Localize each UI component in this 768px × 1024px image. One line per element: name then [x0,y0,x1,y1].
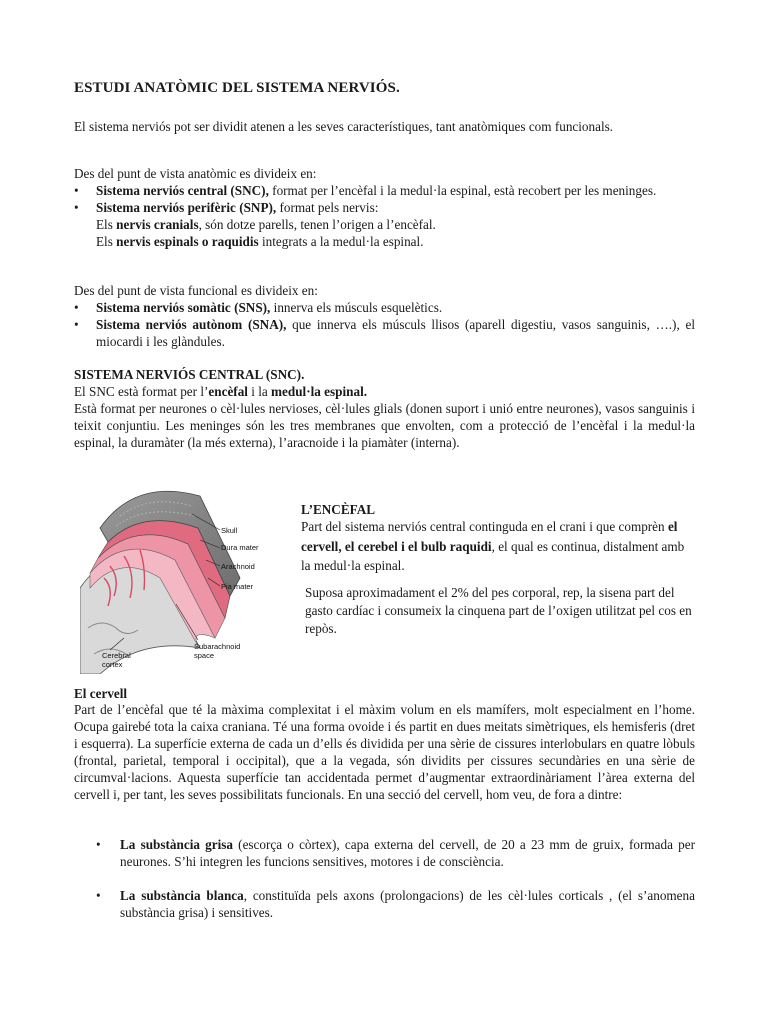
snc-body: Està format per neurones o cèl·lules nervioses, cèl·lules glials (donen suport i unió entre neurones), vasos sanguinis i teixit conjuntiu. Les meninges són les tres membranes que envolten, com a protecció de l’encèfal i la medul·la espinal, la duramàter (la més externa), l’aracnoide i la piamàter (interna). [74,401,695,450]
item-term: Sistema nerviós perifèric (SNP), [96,200,277,215]
encefal-paragraph-1 [301,517,686,576]
item-term: La substància blanca [120,888,244,903]
functional-lead: Des del punt de vista funcional es divideix en: [74,283,318,298]
page-title: ESTUDI ANATÒMIC DEL SISTEMA NERVIÓS. [74,80,400,96]
list-item [74,299,695,316]
cervell-heading: El cervell [74,686,128,701]
line-prefix: Els [96,234,117,249]
line-term: nervis cranials [116,217,199,232]
label-subarachnoid-1: Subarachnoid [194,642,241,651]
snp-line-cranial [74,216,695,233]
label-arachnoid: Arachnoid [221,562,255,571]
bullet-icon: • [74,183,79,198]
encefal-p1-tail: , el qual es continua, distalment amb la medul·la espinal. [301,538,685,573]
snc-line1-text: El SNC està format per l’ [74,384,209,399]
item-text: (escorça o còrtex), capa externa del cervell, de 20 a 23 mm de gruix, formada per neurones. S’hi integren les funcions sensitives, motores i de consciència. [120,837,696,869]
encefal-p1-text: Part del sistema nerviós central continguda en el crani i que comprèn [301,519,668,534]
line-text: , són dotze parells, tenen l’origen a l’encèfal. [198,217,436,232]
snp-line-spinal [74,233,695,250]
label-subarachnoid-2: space [194,651,215,660]
snc-term-medulla: medul·la espinal. [271,384,368,399]
list-item [96,887,695,921]
label-cerebral-1: Cerebral [102,651,131,660]
line-text: integrats a la medul·la espinal. [258,234,424,249]
meninges-figure [80,478,280,674]
encefal-paragraph-2: Suposa aproximadament el 2% del pes corporal, rep, la sisena part del gasto cardíac i consumeix la cinquena part de l’oxigen utilitzat pel cos en repòs. [305,585,692,636]
bullet-icon: • [74,200,79,215]
item-term: Sistema nerviós somàtic (SNS), [96,300,271,315]
snc-line1-mid: i la [247,384,272,399]
snc-heading: SISTEMA NERVIÓS CENTRAL (SNC). [74,367,305,382]
item-text: que innerva els músculs llisos (aparell digestiu, vasos sanguinis, ….), el miocardi i les glàndules. [96,317,695,349]
list-item [74,199,695,216]
line-term: nervis espinals o raquidis [116,234,259,249]
bullet-icon: • [96,837,101,852]
line-prefix: Els [96,217,117,232]
snc-line1 [74,383,695,400]
label-skull: Skull [221,526,238,535]
item-text: , constituïda pels axons (prolongacions) de les cèl·lules corticals , (el s’anomena substància grisa) i sensitives. [120,888,695,920]
item-term: Sistema nerviós central (SNC), [96,183,269,198]
item-text: innerva els músculs esquelètics. [270,300,443,315]
encefal-heading: L’ENCÈFAL [301,502,376,517]
bullet-icon: • [74,317,79,332]
list-item [96,836,695,870]
meninges-diagram [80,478,280,674]
list-item [74,182,695,199]
cervell-list [96,836,695,921]
functional-list [74,299,695,350]
item-term: La substància grisa [120,837,233,852]
anatomic-list [74,182,695,250]
list-item [74,316,695,350]
label-dura-mater: Dura mater [221,543,259,552]
snc-term-encefal: encèfal [208,384,248,399]
item-text: format per l’encèfal i la medul·la espinal, està recobert per les meninges. [268,183,657,198]
label-cerebral-2: cortex [102,660,123,669]
bullet-icon: • [96,888,101,903]
bullet-icon: • [74,300,79,315]
anatomic-lead: Des del punt de vista anatòmic es divideix en: [74,166,317,181]
item-text: format pels nervis: [276,200,379,215]
intro-paragraph: El sistema nerviós pot ser dividit atenen a les seves característiques, tant anatòmiques com funcionals. [74,119,614,134]
item-term: Sistema nerviós autònom (SNA), [96,317,287,332]
label-pia-mater: Pia mater [221,582,254,591]
encefal-p1-bold: el cervell, el cerebel i el bulb raquidi [301,519,678,554]
cervell-body: Part de l’encèfal que té la màxima complexitat i el màxim volum en els mamífers, molt especialment en l’home. Ocupa gairebé tota la caixa craniana. Té una forma ovoide i és partit en dues meitats simètriques, els hemisferis (dret i esquerra). La superfície externa de cada un d’ells és dividida per una sèrie de cissures interlobulars en quatre lòbuls (frontal, parietal, temporal i occipital), que a la vegada, són dividits per cissures secundàries en una sèrie de circumval·lacions. Aquesta superfície tan accidentada permet d’augmentar extraordinàriament l’àrea externa del cervell i, per tant, les seves possibilitats funcionals. En una secció del cervell, hom veu, de fora a dintre: [74,702,695,802]
